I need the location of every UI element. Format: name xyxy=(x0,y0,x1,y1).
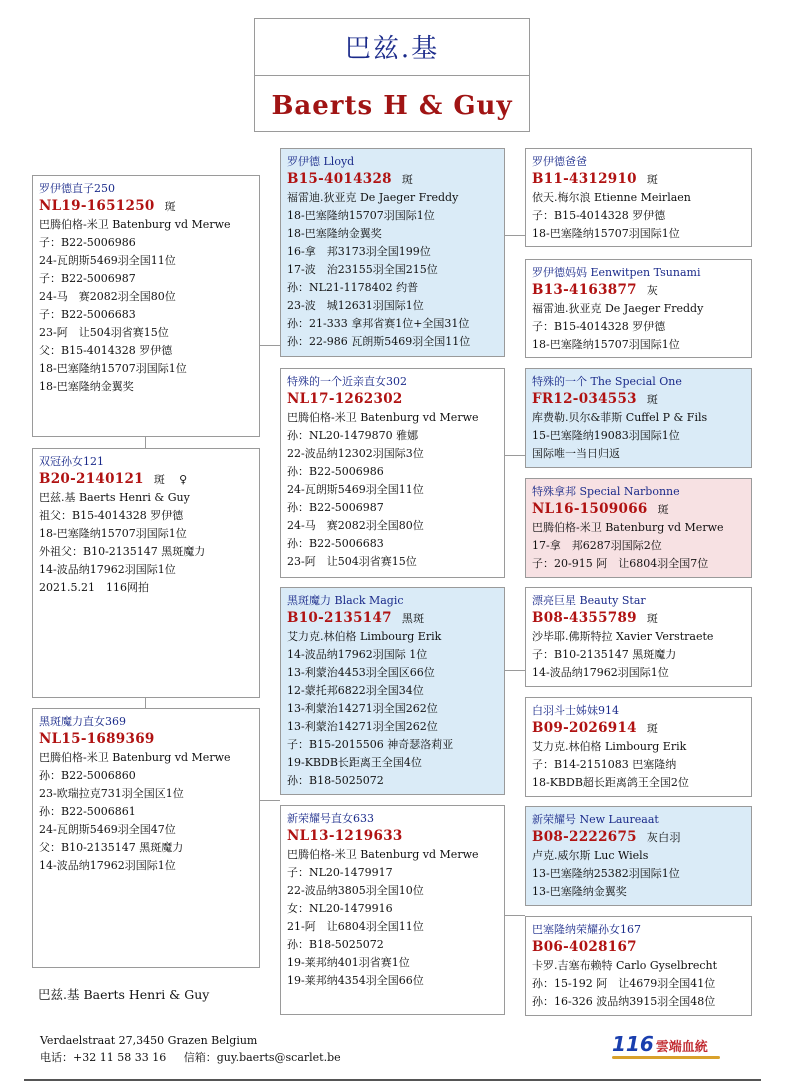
pedigree-line: 15-巴塞隆纳19083羽国际1位 xyxy=(532,429,680,442)
ring-number: B08-2222675 xyxy=(532,829,637,845)
pedigree-lines xyxy=(39,489,253,597)
pigeon-name: 特殊的一个 The Special One xyxy=(532,375,682,388)
pedigree-line: 23-阿 让504羽省赛15位 xyxy=(39,326,169,339)
sire-dam-card xyxy=(280,368,505,578)
pedigree-lines xyxy=(532,628,745,682)
pedigree-line: 子：B22-5006683 xyxy=(39,308,136,321)
pedigree-lines xyxy=(287,409,498,571)
pedigree-line: 孙：B22-5006987 xyxy=(287,501,384,514)
pedigree-lines xyxy=(532,847,745,901)
contact-line xyxy=(40,1049,341,1066)
pedigree-line: 孙：B22-5006986 xyxy=(287,465,384,478)
pedigree-line: 子：B10-2135147 黑斑魔力 xyxy=(532,648,677,661)
ring-number: B08-4355789 xyxy=(532,610,637,626)
dam-card xyxy=(32,708,260,968)
ring-number: B11-4312910 xyxy=(532,171,637,187)
pedigree-line: 子：B22-5006987 xyxy=(39,272,136,285)
pedigree-line: 福雷迪.狄亚克 De Jaeger Freddy xyxy=(287,191,459,204)
pedigree-line: 23-阿 让504羽省赛15位 xyxy=(287,555,417,568)
pedigree-line: 22-波品纳12302羽国际3位 xyxy=(287,447,424,460)
loft-name-chinese: 巴兹.基 xyxy=(255,19,529,76)
ring-number: NL16-1509066 xyxy=(532,501,648,517)
pedigree-line: 孙：B18-5025072 xyxy=(287,938,384,951)
ring-number: NL15-1689369 xyxy=(39,731,155,747)
pedigree-line: 18-巴塞隆纳15707羽国际1位 xyxy=(39,362,187,375)
pedigree-lines xyxy=(287,628,498,790)
pedigree-line: 13-利蒙治14271羽全国262位 xyxy=(287,720,438,733)
pedigree-line: 13-利蒙治4453羽全国区66位 xyxy=(287,666,435,679)
pedigree-line: 18-巴塞隆纳15707羽国际1位 xyxy=(532,338,680,351)
owner-name: 巴兹.基 Baerts Henri & Guy xyxy=(38,987,210,1002)
pedigree-line: 卢克.威尔斯 Luc Wiels xyxy=(532,849,649,862)
pedigree-line: 22-波品纳3805羽全国10位 xyxy=(287,884,424,897)
title-box xyxy=(254,18,530,132)
connector xyxy=(145,437,146,448)
pigeon-color: 斑 xyxy=(657,503,669,516)
pedigree-line: 福雷迪.狄亚克 De Jaeger Freddy xyxy=(532,302,704,315)
pedigree-line: 孙：B22-5006861 xyxy=(39,805,136,818)
pedigree-line: 24-瓦朗斯5469羽全国11位 xyxy=(287,483,424,496)
pigeon-color: 斑 xyxy=(646,722,659,735)
sire-dam-dam-card xyxy=(525,478,752,578)
pedigree-line: 巴腾伯格-米卫 Batenburg vd Merwe xyxy=(532,521,724,534)
dam-sire-card xyxy=(280,587,505,795)
connector xyxy=(505,235,525,236)
pedigree-line: 孙：B22-5006683 xyxy=(287,537,384,550)
pedigree-line: 依天.梅尔浪 Etienne Meirlaen xyxy=(532,191,691,204)
sire-sire-sire-card xyxy=(525,148,752,247)
pedigree-line: 孙：22-986 瓦朗斯5469羽全国11位 xyxy=(287,335,471,348)
ring-number: NL17-1262302 xyxy=(287,391,403,407)
address: Verdaelstraat 27,3450 Grazen Belgium xyxy=(40,1034,258,1047)
pedigree-line: 23-波 城12631羽国际1位 xyxy=(287,299,424,312)
pedigree-line: 14-波品纳17962羽国际1位 xyxy=(532,666,669,679)
pigeon-name: 罗伊德妈妈 Eenwitpen Tsunami xyxy=(532,266,701,279)
pedigree-line: 18-巴塞隆纳15707羽国际1位 xyxy=(532,227,680,240)
brand-logo xyxy=(612,1032,708,1056)
pedigree-line: 沙毕耶.佛斯特拉 Xavier Verstraete xyxy=(532,630,714,643)
ring-number: B20-2140121 xyxy=(39,471,144,487)
pigeon-color: 斑 xyxy=(646,612,659,625)
pigeon-name: 罗伊德爸爸 xyxy=(532,155,587,168)
pedigree-lines xyxy=(532,519,745,573)
pedigree-line: 14-波品纳17962羽国际 1位 xyxy=(287,648,428,661)
pedigree-line: 17-拿 邦6287羽国际2位 xyxy=(532,539,662,552)
pedigree-line: 艾力克.林伯格 Limbourg Erik xyxy=(532,740,687,753)
pedigree-line: 12-蒙托邦6822羽全国34位 xyxy=(287,684,424,697)
pedigree-lines xyxy=(39,216,253,396)
pedigree-line: 21-阿 让6804羽全国11位 xyxy=(287,920,424,933)
pedigree-line: 父：B15-4014328 罗伊德 xyxy=(39,344,173,357)
pigeon-name: 漂亮巨星 Beauty Star xyxy=(532,594,646,607)
pedigree-line: 孙：B22-5006860 xyxy=(39,769,136,782)
ring-number: B15-4014328 xyxy=(287,171,392,187)
pedigree-line: 子：B14-2151083 巴塞隆纳 xyxy=(532,758,677,771)
sire-dam-sire-card xyxy=(525,368,752,468)
pedigree-lines xyxy=(532,189,745,243)
sire-card xyxy=(32,175,260,437)
ring-number: B06-4028167 xyxy=(532,939,637,955)
logo-swoosh xyxy=(612,1056,720,1059)
pedigree-line: 库费勒.贝尔&菲斯 Cuffel P & Fils xyxy=(532,411,708,424)
pigeon-color: 斑 xyxy=(164,200,176,213)
pedigree-lines xyxy=(532,738,745,792)
pedigree-lines xyxy=(532,957,745,1011)
pedigree-line: 孙：15-192 阿 让4679羽全国41位 xyxy=(532,977,716,990)
pigeon-name: 新荣耀号 New Laureaat xyxy=(532,813,659,826)
ring-number: NL19-1651250 xyxy=(39,198,155,214)
connector xyxy=(505,455,525,456)
pedigree-line: 子：B15-2015506 神奇瑟洛莉亚 xyxy=(287,738,454,751)
pedigree-line: 女：NL20-1479916 xyxy=(287,902,393,915)
pigeon-name: 黑斑魔力直女369 xyxy=(39,715,126,728)
pedigree-line: 19-莱邦纳4354羽全国66位 xyxy=(287,974,424,987)
pigeon-color: 斑 xyxy=(646,393,659,406)
pedigree-line: 13-巴塞隆纳金翼奖 xyxy=(532,885,627,898)
dam-dam-sire-card xyxy=(525,806,752,906)
pigeon-color: 灰白羽 xyxy=(646,831,681,844)
pedigree-line: 18-巴塞隆纳15707羽国际1位 xyxy=(39,527,187,540)
pedigree-line: 23-欧瑞拉克731羽全国区1位 xyxy=(39,787,184,800)
logo-number: 116 xyxy=(612,1032,654,1056)
pigeon-name: 特殊的一个近亲直女302 xyxy=(287,375,407,388)
ring-number: NL13-1219633 xyxy=(287,828,403,844)
pedigree-line: 巴腾伯格-米卫 Batenburg vd Merwe xyxy=(287,411,479,424)
pigeon-name: 巴塞隆纳荣耀孙女167 xyxy=(532,923,641,936)
sire-sire-dam-card xyxy=(525,259,752,358)
pedigree-line: 子：B15-4014328 罗伊德 xyxy=(532,320,666,333)
ring-number: B10-2135147 xyxy=(287,610,392,626)
pedigree-line: 子：NL20-1479917 xyxy=(287,866,393,879)
pedigree-lines xyxy=(532,300,745,354)
pedigree-line: 子：20-915 阿 让6804羽全国7位 xyxy=(532,557,709,570)
phone-label: 电话： xyxy=(40,1051,73,1064)
pigeon-color: 斑 xyxy=(153,473,166,486)
pigeon-name: 新荣耀号直女633 xyxy=(287,812,374,825)
pedigree-line: 祖父：B15-4014328 罗伊德 xyxy=(39,509,184,522)
pedigree-line: 14-波品纳17962羽国际1位 xyxy=(39,859,176,872)
pedigree-line: 孙：NL20-1479870 雅娜 xyxy=(287,429,419,442)
pedigree-line: 17-波 治23155羽全国215位 xyxy=(287,263,438,276)
pedigree-line: 巴兹.基 Baerts Henri & Guy xyxy=(39,491,190,504)
pedigree-line: 19-KBDB长距离王全国4位 xyxy=(287,756,422,769)
pigeon-name: 黑斑魔力 Black Magic xyxy=(287,594,404,607)
ring-number: B13-4163877 xyxy=(532,282,637,298)
logo-text: 雲端血統 xyxy=(655,1040,708,1055)
pedigree-line: 13-巴塞隆纳25382羽国际1位 xyxy=(532,867,680,880)
pedigree-line: 16-拿 邦3173羽全国199位 xyxy=(287,245,431,258)
pedigree-line: 18-KBDB超长距离鸽王全国2位 xyxy=(532,776,689,789)
sex-symbol: ♀ xyxy=(179,473,188,486)
pedigree-line: 巴腾伯格-米卫 Batenburg vd Merwe xyxy=(287,848,479,861)
dam-dam-dam-card xyxy=(525,916,752,1016)
pedigree-line: 18-巴塞隆纳金翼奖 xyxy=(39,380,134,393)
pedigree-line: 孙：B18-5025072 xyxy=(287,774,384,787)
pedigree-line: 外祖父：B10-2135147 黑斑魔力 xyxy=(39,545,206,558)
pigeon-name: 罗伊德 Lloyd xyxy=(287,155,355,168)
pedigree-line: 艾力克.林伯格 Limbourg Erik xyxy=(287,630,442,643)
email-address: guy.baerts@scarlet.be xyxy=(216,1051,341,1064)
pedigree-line: 18-巴塞隆纳金翼奖 xyxy=(287,227,382,240)
pedigree-line: 24-马 赛2082羽全国80位 xyxy=(287,519,424,532)
connector xyxy=(260,800,280,801)
pigeon-color: 灰 xyxy=(646,284,659,297)
pedigree-line: 巴腾伯格-米卫 Batenburg vd Merwe xyxy=(39,751,231,764)
connector xyxy=(260,345,280,346)
pigeon-name: 白羽斗士姊妹914 xyxy=(532,704,619,717)
dam-dam-card xyxy=(280,805,505,1015)
pedigree-line: 24-瓦朗斯5469羽全国47位 xyxy=(39,823,176,836)
pedigree-lines xyxy=(532,409,745,463)
pedigree-line: 孙：NL21-1178402 约普 xyxy=(287,281,419,294)
pedigree-line: 19-莱邦纳401羽省赛1位 xyxy=(287,956,410,969)
connector xyxy=(505,915,525,916)
pedigree-line: 24-马 赛2082羽全国80位 xyxy=(39,290,176,303)
ring-number: B09-2026914 xyxy=(532,720,637,736)
pedigree-line: 父：B10-2135147 黑斑魔力 xyxy=(39,841,184,854)
pigeon-name: 特殊拿邦 Special Narbonne xyxy=(532,485,680,498)
ring-number: FR12-034553 xyxy=(532,391,637,407)
pedigree-lines xyxy=(287,189,498,351)
sire-sire-card xyxy=(280,148,505,357)
email-label: 信箱： xyxy=(183,1051,217,1064)
pigeon-color: 斑 xyxy=(646,173,659,186)
phone-number: +32 11 58 33 16 xyxy=(73,1051,167,1064)
dam-sire-sire-card xyxy=(525,587,752,687)
pedigree-lines xyxy=(39,749,253,875)
loft-name-english: Baerts H & Guy xyxy=(271,91,513,121)
pedigree-line: 卡罗.吉塞布赖特 Carlo Gyselbrecht xyxy=(532,959,718,972)
pigeon-name: 双冠孙女121 xyxy=(39,455,104,468)
pedigree-line: 孙：16-326 波品纳3915羽全国48位 xyxy=(532,995,716,1008)
dam-sire-dam-card xyxy=(525,697,752,797)
pigeon-name: 罗伊德直子250 xyxy=(39,182,115,195)
pedigree-line: 14-波品纳17962羽国际1位 xyxy=(39,563,176,576)
pedigree-lines xyxy=(287,846,498,990)
bottom-divider xyxy=(24,1079,761,1081)
pedigree-line: 子：B15-4014328 罗伊德 xyxy=(532,209,666,222)
connector xyxy=(505,670,525,671)
pedigree-line: 18-巴塞隆纳15707羽国际1位 xyxy=(287,209,435,222)
pigeon-color: 斑 xyxy=(401,173,414,186)
pedigree-line: 巴腾伯格-米卫 Batenburg vd Merwe xyxy=(39,218,231,231)
pedigree-line: 子：B22-5006986 xyxy=(39,236,136,249)
pigeon-color: 黑斑 xyxy=(401,612,425,625)
pedigree-line: 13-利蒙治14271羽全国262位 xyxy=(287,702,438,715)
pedigree-line: 2021.5.21 116网拍 xyxy=(39,581,149,594)
pedigree-line: 24-瓦朗斯5469羽全国11位 xyxy=(39,254,176,267)
subject-card xyxy=(32,448,260,698)
pedigree-line: 孙：21-333 拿邦省赛1位+全国31位 xyxy=(287,317,470,330)
connector xyxy=(145,698,146,708)
pedigree-line: 国际唯一当日归返 xyxy=(532,447,620,460)
